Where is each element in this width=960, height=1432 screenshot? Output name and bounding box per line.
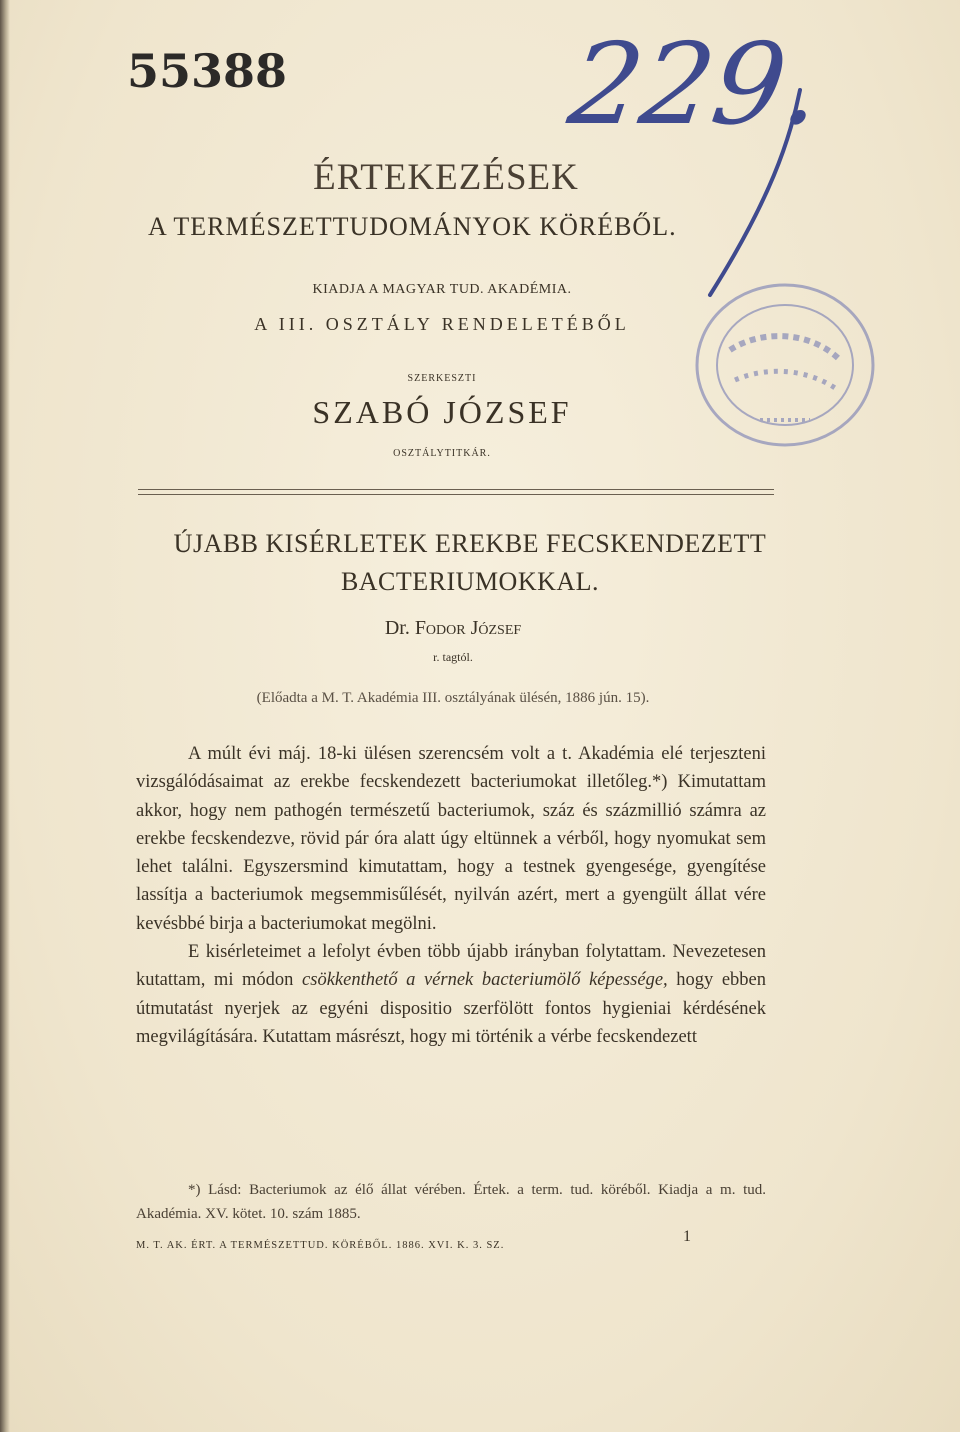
body-text <box>136 740 766 1051</box>
divider-bottom <box>138 494 774 495</box>
read-note: (Előadta a M. T. Akadémia III. osztályának ülésén, 1886 jún. 15). <box>256 690 650 706</box>
paragraph-2-part-a: E kisérleteimet a lefolyt évben több újabb irányban folytattam. Nevezetesen kutattam, mi módon <box>136 942 766 991</box>
class-line: A III. OSZTÁLY RENDELETÉBŐL <box>254 314 630 334</box>
page-left-edge <box>0 0 10 1432</box>
article-title-line2: BACTERIUMOKKAL. <box>340 567 600 596</box>
series-subtitle: A TERMÉSZETTUDOMÁNYOK KÖRÉBŐL. <box>148 212 677 241</box>
paragraph-1: A múlt évi máj. 18-ki ülésen szerencsém volt a t. Akadémia elé terjeszteni vizsgálódásaimat az erekbe fecskendezett bacteriumokat illetőleg.*) Kimutattam akkor, hogy nem pathogén természetű bacteriumok, száz és százmillió számra az erekbe fecskendezve, rövid pár óra alatt úgy eltünnek a vérből, hogy nyomukat sem lehet találni. Egyszersmind kimutattam, hogy a testnek gyengesége, gyengítése lassítja a bacteriumok megsemmisűlését, nyilván azért, mert a gyengült állat vére kevésbbé birja a bacteriumokat megölni. <box>136 744 766 934</box>
series-title: ÉRTEKEZÉSEK <box>313 157 579 198</box>
library-stamp <box>690 270 880 460</box>
catalog-number: 55388 <box>127 44 288 98</box>
divider-top <box>138 489 774 490</box>
handwritten-number: 229. <box>561 20 830 150</box>
editor-role: OSZTÁLYTITKÁR. <box>393 448 491 459</box>
editor-label: SZERKESZTI <box>407 373 477 384</box>
author-note: r. tagtól. <box>433 650 473 664</box>
article-title-line1: ÚJABB KISÉRLETEK EREKBE FECSKENDEZETT <box>173 529 767 558</box>
author-name: Fodor József <box>414 617 522 639</box>
paragraph-2-emphasis: csökkenthető a vérnek bacteriumölő képessége, <box>302 970 668 991</box>
footnote: *) Lásd: Bacteriumok az élő állat vérében. Értek. a term. tud. köréből. Kiadja a m. tud. Akadémia. XV. kötet. 10. szám 1885. <box>136 1182 766 1222</box>
paragraph-2-part-b: hogy ebben útmutatást nyerjek az egyéni dispositio szerfölött fontos hygieniai kérdésének megvilágítására. Kutattam másrészt, hogy mi történik a vérbe fecskendezett <box>136 970 767 1047</box>
author-prefix: Dr. <box>384 617 410 639</box>
author-line <box>140 617 766 640</box>
editor-name: SZABÓ JÓZSEF <box>312 394 572 430</box>
footer-signature: M. T. AK. ÉRT. A TERMÉSZETTUD. KÖRÉBŐL. 1886. XVI. K. 3. SZ. <box>136 1240 505 1251</box>
publisher-line: KIADJA A MAGYAR TUD. AKADÉMIA. <box>312 282 572 297</box>
paragraph-2 <box>136 938 766 1051</box>
sheet-number: 1 <box>683 1228 691 1245</box>
article-title <box>120 525 820 601</box>
